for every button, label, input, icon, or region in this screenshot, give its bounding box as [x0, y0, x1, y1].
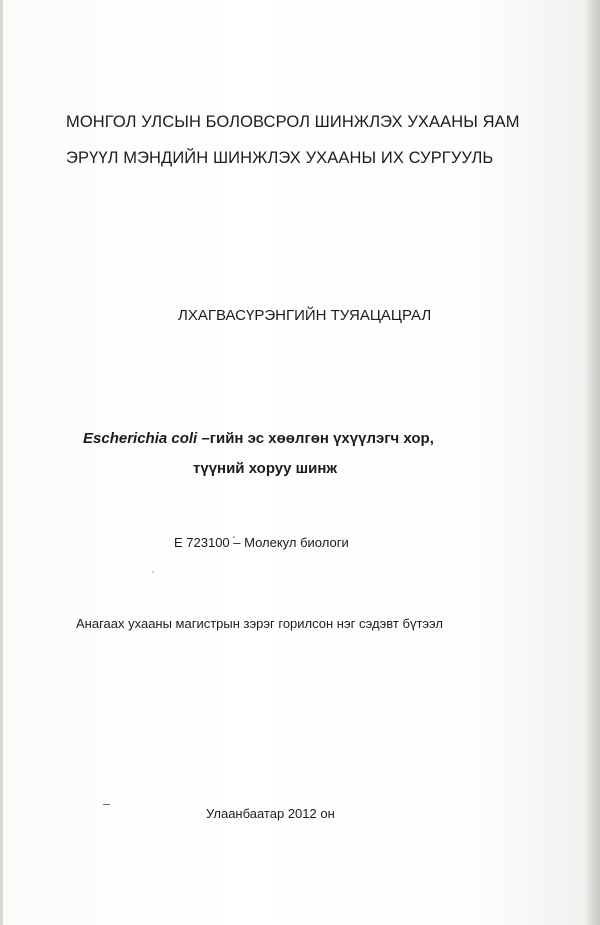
thesis-title-organism: Escherichia coli: [83, 430, 198, 447]
thesis-title-line-1-rest: –гийн эс хөөлгөн үхүүлэгч хор,: [197, 430, 434, 447]
university-heading: ЭРҮҮЛ МЭНДИЙН ШИНЖЛЭХ УХААНЫ ИХ СУРГУУЛЬ: [66, 149, 494, 167]
specialty-code: Е 723100 – Молекул биологи: [174, 535, 349, 550]
thesis-title-line-1: [83, 430, 434, 447]
author-name: ЛХАГВАСҮРЭНГИЙН ТУЯАЦАЦРАЛ: [178, 307, 432, 324]
scan-mark: [103, 804, 110, 805]
degree-statement: Анагаах ухааны магистрын зэрэг горилсон нэг сэдэвт бүтээл: [76, 616, 443, 631]
place-and-year: Улаанбаатар 2012 он: [206, 806, 335, 821]
thesis-title-line-2: түүний хоруу шинж: [193, 460, 338, 477]
scan-speck: [152, 571, 153, 572]
ministry-heading: МОНГОЛ УЛСЫН БОЛОВСРОЛ ШИНЖЛЭХ УХААНЫ ЯАМ: [66, 113, 520, 131]
